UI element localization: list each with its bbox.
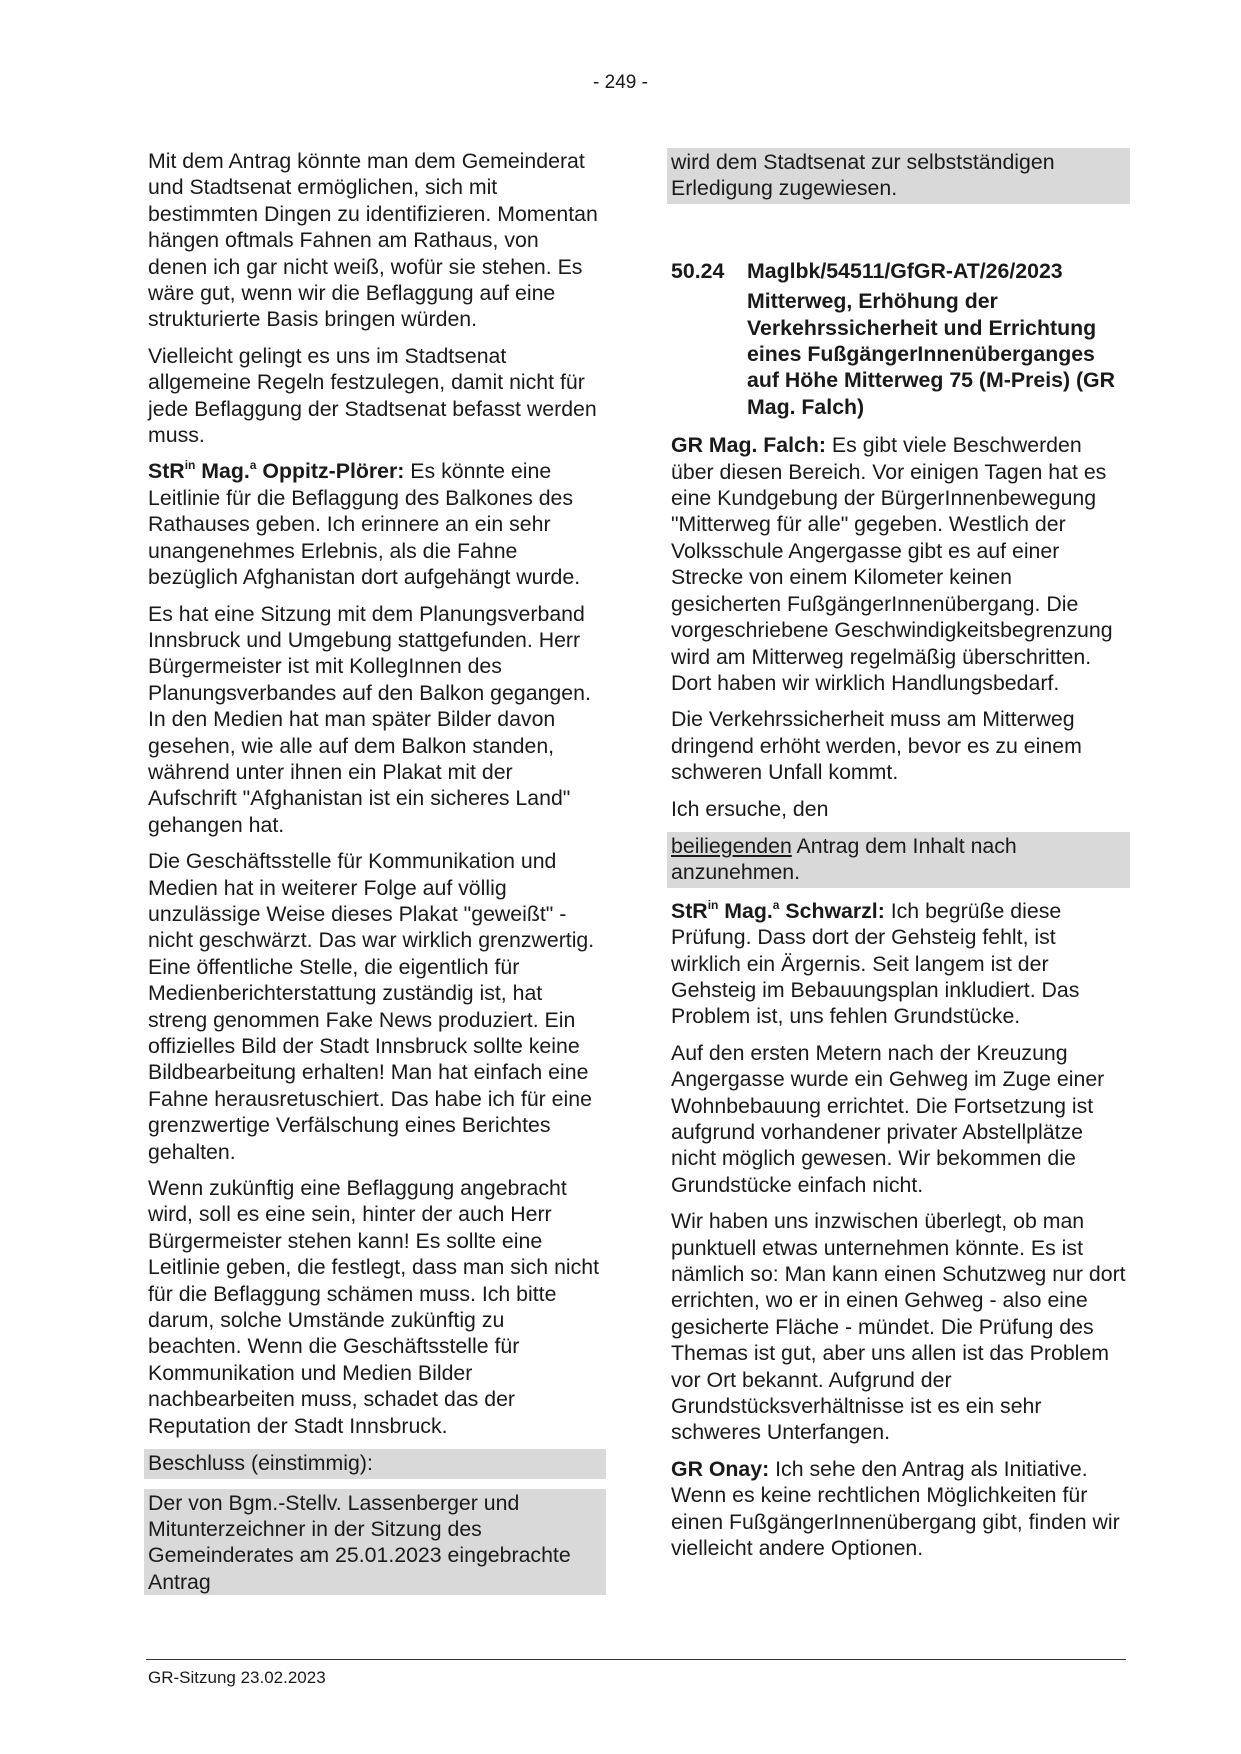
- agenda-item-heading: [671, 258, 1126, 284]
- left-column: [148, 148, 602, 1595]
- paragraph: Wenn zukünftig eine Beflaggung angebracht wird, soll es eine sein, hinter der auch Herr Bürgermeister stehen kann! Es sollte eine Leitlinie geben, die festlegt, dass man sich nicht für die Beflaggung schämen muss. Ich bitte darum, solche Umstände zukünftig zu beachten. Wenn die Geschäftsstelle für Kommunikation und Medien Bilder nachbearbeiten muss, schadet das der Reputation der Stadt Innsbruck.: [148, 1176, 600, 1438]
- speech-text: Ich begrüße diese Prüfung. Dass dort der Gehsteig fehlt, ist wirklich ein Ärgernis. Seit langem ist der Gehsteig im Bebauungsplan inkludiert. Das Problem ist, uns fehlen Grundstücke.: [671, 898, 1080, 1029]
- speech-text: Ich sehe den Antrag als Initiative. Wenn es keine rechtlichen Möglichkeiten für einen FußgängerInnenübergang gibt, finden wir vielleicht andere Optionen.: [671, 1456, 1120, 1561]
- speech-paragraph: [148, 458, 602, 590]
- speech-paragraph: [671, 432, 1126, 696]
- resolution-text: Der von Bgm.-Stellv. Lassenberger und Mitunterzeichner in der Sitzung des Gemeinderates am 25.01.2023 eingebrachte Antrag: [144, 1489, 606, 1596]
- request-paragraph: beiliegenden Antrag dem Inhalt nach anzunehmen.: [667, 832, 1130, 888]
- underlined-word: beiliegenden: [671, 833, 792, 858]
- speech-text: Es gibt viele Beschwerden über diesen Bereich. Vor einigen Tagen hat es eine Kundgebung der BürgerInnenbewegung "Mitterweg für alle" gegeben. Westlich der Volksschule Angergasse gibt es auf einer Strecke von einem Kilometer keinen gesicherten FußgängerInnenübergang. Die vorgeschriebene Geschwindigkeitsbegrenzung wird am Mitterweg regelmäßig überschritten. Dort haben wir wirklich Handlungsbedarf.: [671, 433, 1113, 695]
- paragraph: Wir haben uns inzwischen überlegt, ob man punktuell etwas unternehmen könnte. Es ist nämlich so: Man kann einen Schutzweg nur dort errichten, wo er in einen Gehweg - also eine gesicherte Fläche - mündet. Die Prüfung des Themas ist gut, aber uns allen ist das Problem vor Ort bekannt. Aufgrund der Grundstücksverhältnisse ist es ein sehr schweres Unterfangen.: [671, 1209, 1126, 1445]
- agenda-title: Mitterweg, Erhöhung der Verkehrssicherheit und Errichtung eines FußgängerInnenüberganges auf Höhe Mitterweg 75 (M-Preis) (GR Mag. Falch): [747, 289, 1116, 419]
- paragraph: Mit dem Antrag könnte man dem Gemeinderat und Stadtsenat ermöglichen, sich mit bestimmten Dingen zu identifizieren. Momentan hängen oftmals Fahnen am Rathaus, von denen ich gar nicht weiß, wofür sie stehen. Es wäre gut, wenn wir die Beflaggung auf eine strukturierte Basis bringen würden.: [148, 149, 598, 332]
- speaker-name: StR$^{in}$ Mag.$^a$ Schwarzl:: [671, 897, 885, 923]
- paragraph: Die Verkehrssicherheit muss am Mitterweg dringend erhöht werden, bevor es zu einem schweren Unfall kommt.: [671, 707, 1082, 785]
- paragraph: Vielleicht gelingt es uns im Stadtsenat allgemeine Regeln festzulegen, damit nicht für jede Beflaggung der Stadtsenat befasst werden muss.: [148, 343, 597, 448]
- speech-paragraph: [671, 898, 1126, 1030]
- paragraph: Die Geschäftsstelle für Kommunikation und Medien hat in weiterer Folge auf völlig unzulässige Weise dieses Plakat "geweißt" - nicht geschwärzt. Das war wirklich grenzwertig. Eine öffentliche Stelle, die eigentlich für Medienberichterstattung zuständig ist, hat streng genommen Fake News produziert. Ein offizielles Bild der Stadt Innsbruck sollte keine Bildbearbeitung erhalten! Man hat einfach eine Fahne herausretuschiert. Das habe ich für eine grenzwertige Verfälschung eines Berichtes gehalten.: [148, 849, 595, 1164]
- speaker-name: StR$^{in}$ Mag.$^a$ Oppitz-Plörer:: [148, 458, 405, 484]
- paragraph: Auf den ersten Metern nach der Kreuzung Angergasse wurde ein Gehweg im Zuge einer Wohnbebauung errichtet. Die Fortsetzung ist aufgrund vorhandener privater Abstellplätze nicht möglich gewesen. Wir bekommen die Grundstücke einfach nicht.: [671, 1040, 1105, 1197]
- paragraph: Es hat eine Sitzung mit dem Planungsverband Innsbruck und Umgebung stattgefunden. Herr Bürgermeister ist mit KollegInnen des Planungsverbandes auf den Balkon gegangen. In den Medien hat man später Bilder davon gesehen, wie alle auf dem Balkon standen, während unter ihnen ein Plakat mit der Aufschrift "Afghanistan ist ein sicheres Land" gehangen hat.: [148, 601, 591, 837]
- agenda-number: 50.24: [671, 258, 725, 283]
- speech-text: Es könnte eine Leitlinie für die Beflaggung des Balkones des Rathauses geben. Ich erinnere an ein sehr unangenehmes Erlebnis, als die Fahne bezüglich Afghanistan dort aufgehängt wurde.: [148, 459, 581, 590]
- footer-divider: [146, 1659, 1126, 1660]
- resolution-continuation: wird dem Stadtsenat zur selbstständigen Erledigung zugewiesen.: [667, 148, 1130, 204]
- footer-session-date: GR-Sitzung 23.02.2023: [148, 1668, 326, 1687]
- speaker-name: GR Mag. Falch:: [671, 433, 827, 458]
- paragraph: Ich ersuche, den: [671, 796, 829, 821]
- resolution-label: Beschluss (einstimmig):: [144, 1449, 606, 1478]
- agenda-reference: Maglbk/54511/GfGR-AT/26/2023: [747, 258, 1063, 283]
- right-column: [671, 148, 1126, 1572]
- page-number: - 249 -: [593, 72, 648, 93]
- speaker-name: GR Onay:: [671, 1456, 770, 1481]
- speech-paragraph: [671, 1456, 1126, 1562]
